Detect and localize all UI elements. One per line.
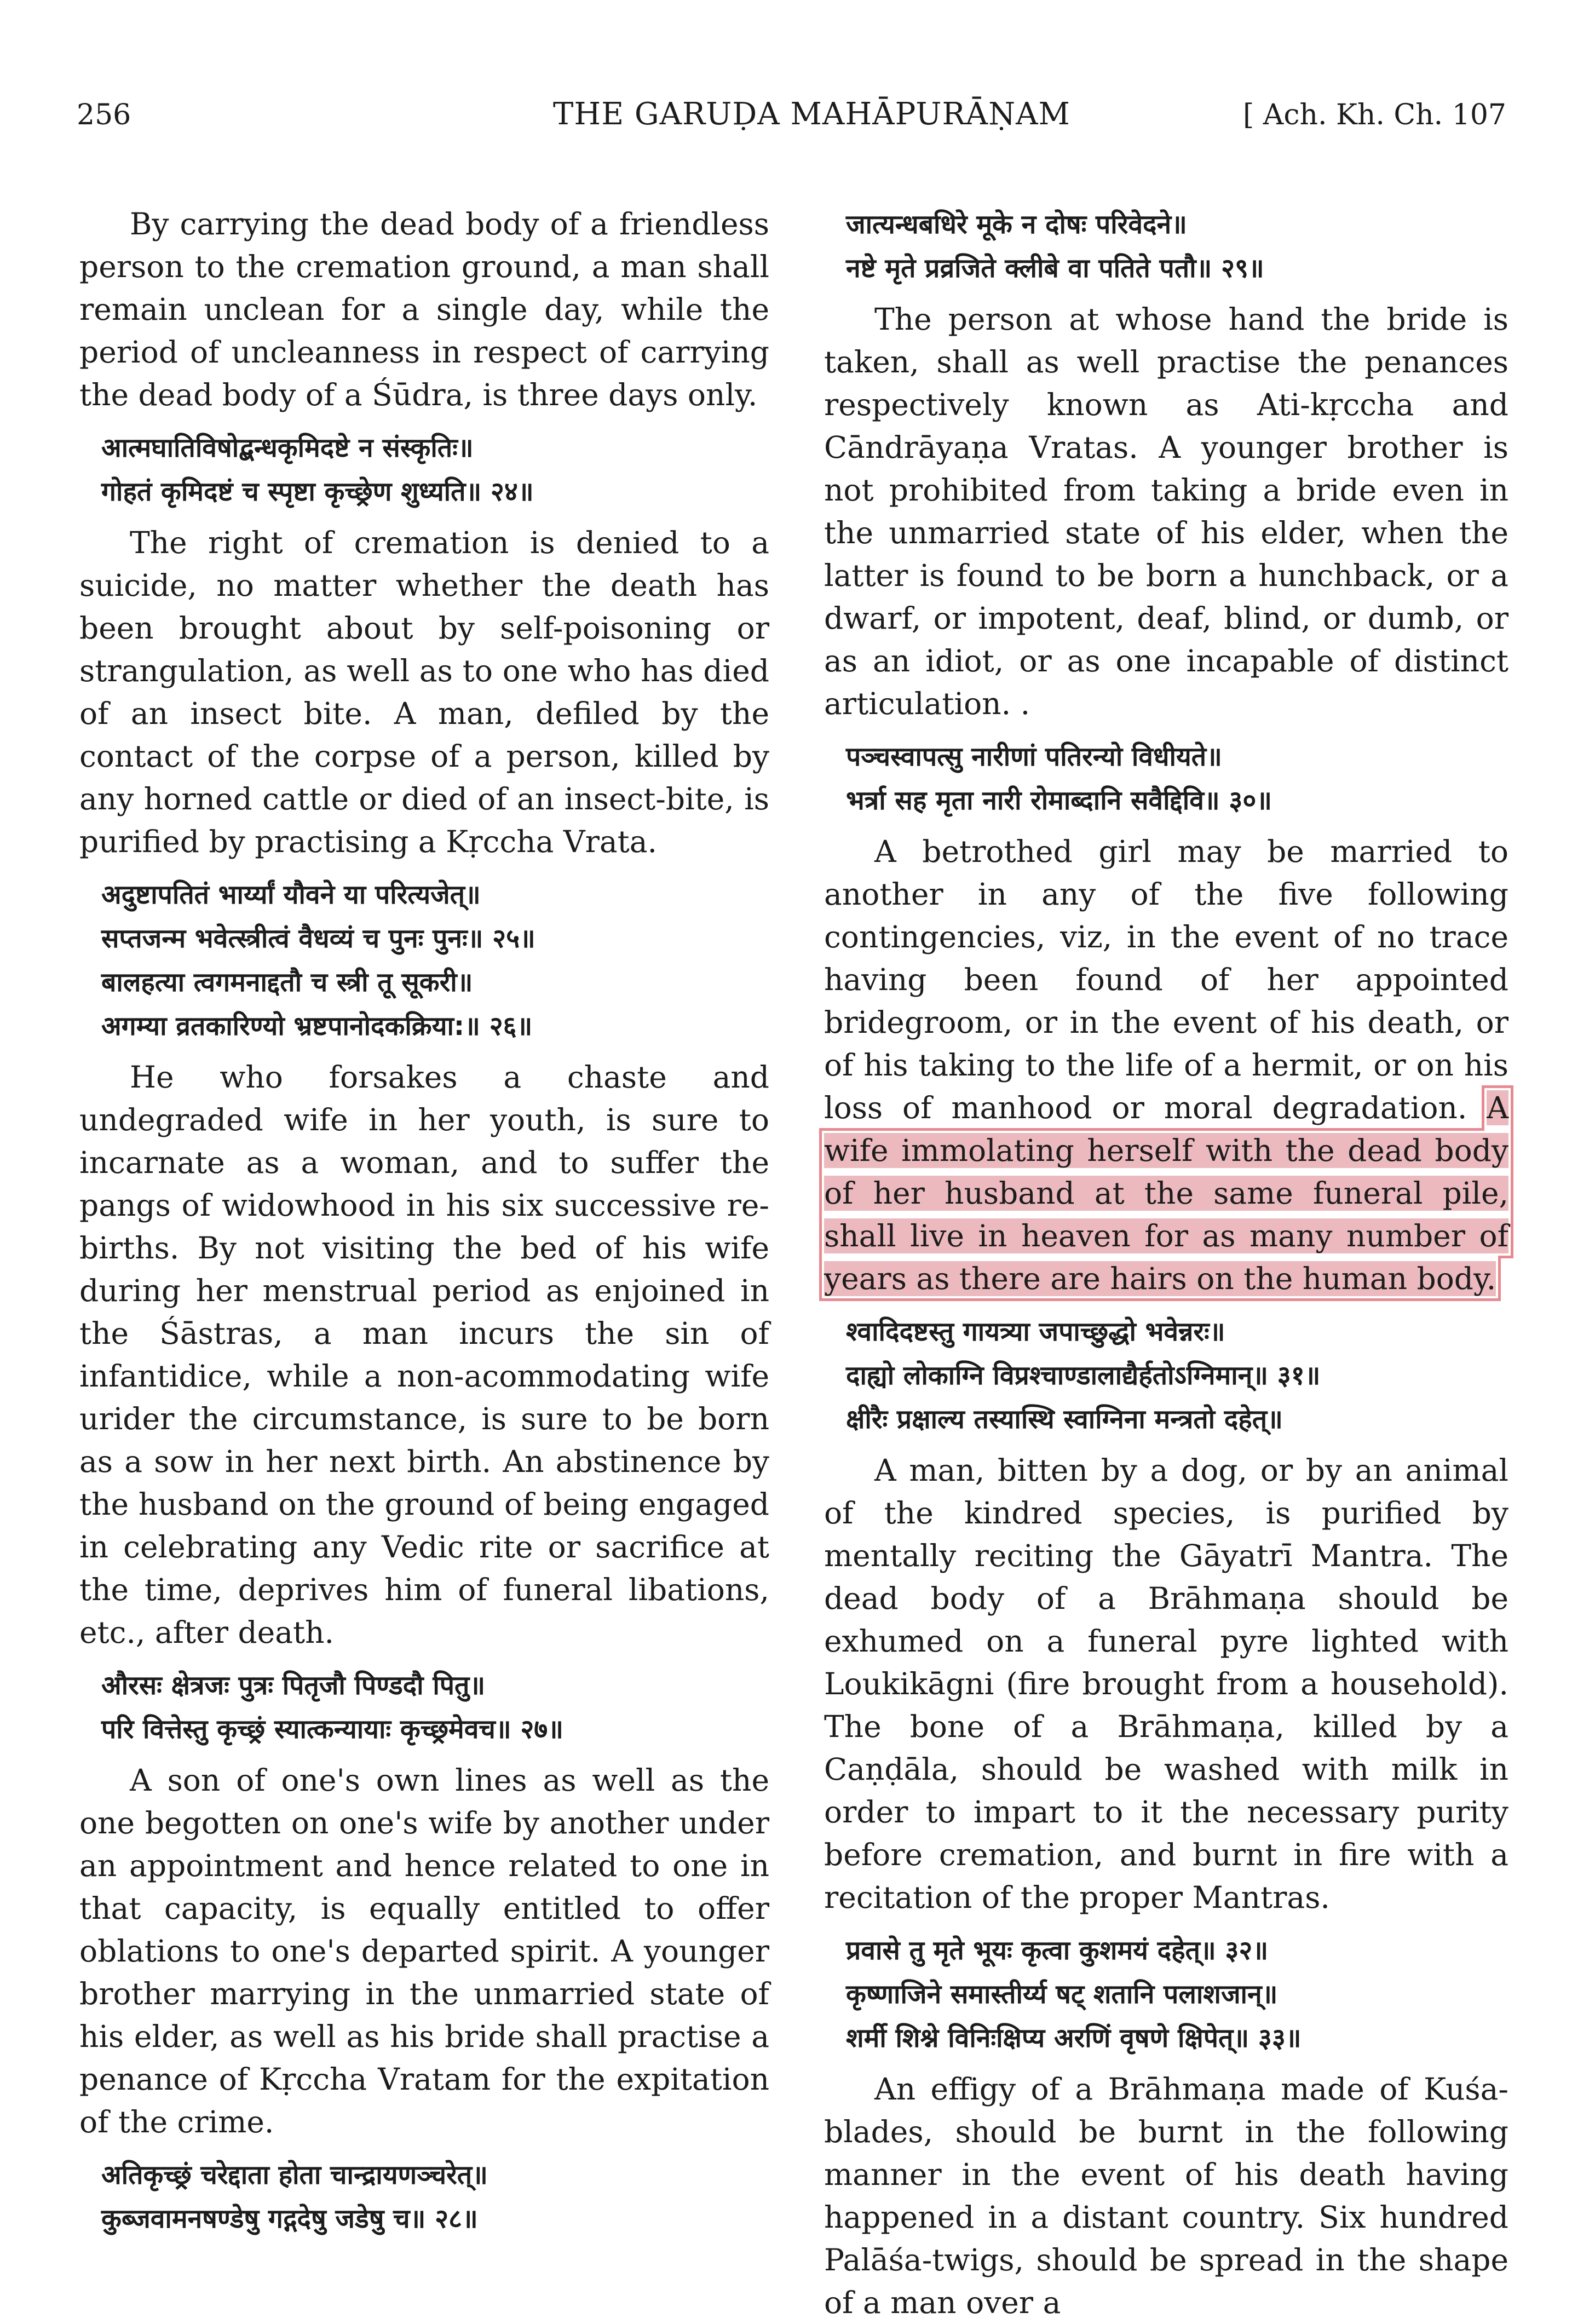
paragraph-text: A betrothed girl may be married to another in any of the five following contingencies, viz, in the event of no trace having been found of her appointed bridegroom, or in the event of his death, or of his taking to the life of a hermit, or on his loss of manhood or moral degradation. <box>824 834 1508 1125</box>
verse-line: कुब्जवामनषण्डेषु गद्गदेषु जडेषु च॥ २८॥ <box>101 2204 478 2234</box>
verse-line: नष्टे मृते प्रव्रजिते क्लीबे वा पतिते पतौ॥ २९॥ <box>846 253 1264 284</box>
verse-line: अदुष्टापतितं भार्य्यां यौवने या परित्यजेत्॥ <box>101 879 481 910</box>
paragraph-forsakes-wife: He who forsakes a chaste and undegraded wife in her youth, is sure to incarnate as a woman, and to suffer the pangs of widowhood in his six successive re-births. By not visiting the bed of his wife during her menstrual period as enjoined in the Śāstras, a man incurs the sin of infantidice, while a non-acommodating wife urider the circumstance, is sure to be born as a sow in her next birth. An abstinence by the husband on the ground of being engaged in celebrating any Vedic rite or sacrifice at the time, deprives him of funeral libations, etc., after death. <box>79 1060 769 1650</box>
verse-25-26 <box>79 873 769 1048</box>
verse-line: बालहत्या त्वगमनाद्दतौ च स्त्री तू सूकरी॥ <box>101 967 473 998</box>
verse-line: भर्त्रा सह मृता नारी रोमाब्दानि सवैद्दिवि॥ ३०॥ <box>846 785 1272 816</box>
verse-line: औरसः क्षेत्रजः पुत्रः पितृजौ पिण्डदौ पितु॥ <box>101 1670 486 1701</box>
verse-32-33 <box>824 1929 1508 2060</box>
verse-line: गोहतं कृमिदष्टं च स्पृष्टा कृच्छ्रेण शुध्यति॥ २४॥ <box>101 476 534 507</box>
paragraph-right-of-cremation: The right of cremation is denied to a suicide, no matter whether the death has been brought about by self-poisoning or strangulation, as well as to one who has died of an insect bite. A man, defiled by the contact of the corpse of a person, killed by any horned cattle or died of an insect-bite, is purified by practising a Kṛccha Vrata. <box>79 525 769 859</box>
paragraph-cremation-uncleanness: By carrying the dead body of a friendless person to the cremation ground, a man shall remain unclean for a single day, while the period of uncleanness in respect of carrying the dead body of a Śūdra, is three days only. <box>79 206 769 412</box>
verse-line: अतिकृच्छ्रं चरेद्दाता होता चान्द्रायणञ्चरेत्॥ <box>101 2160 488 2190</box>
page-number: 256 <box>77 99 131 131</box>
paragraph-betrothed-girl <box>824 830 1508 1300</box>
verse-line: शर्मी शिश्ने विनिःक्षिप्य अरणिं वृषणे क्षिपेत्॥ ३३॥ <box>846 2023 1302 2053</box>
paragraph-effigy: An effigy of a Brāhmaṇa made of Kuśa-blades, should be burnt in the following manner in the event of his death having happened in a distant country. Six hundred Palāśa-twigs, should be spread in the shape of a man over a <box>824 2072 1508 2320</box>
page-header <box>0 0 1595 131</box>
paragraph-bride-penances: The person at whose hand the bride is taken, shall as well practise the penances respectively known as Ati-kṛccha and Cāndrāyaṇa Vratas. A younger brother is not prohibited from taking a bride even in the unmarried state of his elder, when the latter is found to be born a hunchback, or a dwarf, or impotent, deaf, blind, or dumb, or as an idiot, or as one incapable of distinct articulation. . <box>824 302 1508 721</box>
verse-line: सप्तजन्म भवेत्स्त्रीत्वं वैधव्यं च पुनः पुनः॥ २५॥ <box>101 923 535 954</box>
verse-27 <box>79 1664 769 1751</box>
verse-29 <box>824 203 1508 290</box>
paragraph-son-oblations: A son of one's own lines as well as the one begotten on one's wife by another under an appointment and hence related to one in that capacity, is equally entitled to offer oblations to one's departed spirit. A younger brother marrying in the unmarried state of his elder, as well as his bride shall practise a penance of Kṛccha Vratam for the expitation of the crime. <box>79 1763 769 2139</box>
verse-line: अगम्या व्रतकारिण्यो भ्रष्टपानोदकक्रिया:॥ २६॥ <box>101 1011 533 1042</box>
right-column <box>824 203 1508 2324</box>
verse-line: आत्मघातिविषोद्बन्धकृमिदष्टे न संस्कृतिः॥ <box>101 433 474 463</box>
verse-line: पञ्चस्वापत्सु नारीणां पतिरन्यो विधीयते॥ <box>846 741 1222 772</box>
verse-line: श्वादिदष्टस्तु गायत्र्या जपाच्छुद्धो भवेन्नरः॥ <box>846 1316 1225 1347</box>
paragraph-dog-bite: A man, bitten by a dog, or by an animal of the kindred species, is purified by mentally reciting the Gāyatrī Mantra. The dead body of a Brāhmaṇa should be exhumed on a funeral pyre lighted with Loukikāgni (fire brought from a household). The bone of a Brāhmaṇa, killed by a Caṇḍāla, should be washed with milk in order to impart to it the necessary purity before cremation, and burnt in fire with a recitation of the proper Mantras. <box>824 1453 1508 1915</box>
left-column <box>79 203 769 2248</box>
verse-line: जात्यन्धबधिरे मूके न दोषः परिवेदने॥ <box>846 209 1187 240</box>
verse-line: क्षीरैः प्रक्षाल्य तस्यास्थि स्वाग्निना मन्त्रतो दहेत्॥ <box>846 1404 1283 1435</box>
verse-line: प्रवासे तु मृते भूयः कृत्वा कुशमयं दहेत्॥ ३२॥ <box>846 1935 1269 1966</box>
verse-line: दाह्यो लोकाग्नि विप्रश्चाण्डालाद्यैर्हतोऽग्निमान्॥ ३१॥ <box>846 1360 1321 1391</box>
verse-28 <box>79 2153 769 2241</box>
verse-31 <box>824 1310 1508 1441</box>
verse-line: परि वित्तेस्तु कृच्छ्रं स्यात्कन्यायाः कृच्छ्रमेवच॥ २७॥ <box>101 1714 564 1745</box>
verse-line: कृष्णाजिने समास्तीर्य्य षट् शतानि पलाशजान्॥ <box>846 1979 1278 2010</box>
section-reference: [ Ach. Kh. Ch. 107 <box>1242 99 1506 131</box>
verse-24 <box>79 426 769 514</box>
highlighted-passage: A wife immolating herself with the dead body of her husband at the same funeral pile, shall live in heaven for as many number of years as there are hairs on the human body. <box>824 1090 1508 1296</box>
running-title: THE GARUḌA MAHĀPURĀṆAM <box>553 96 1070 132</box>
verse-30 <box>824 735 1508 822</box>
